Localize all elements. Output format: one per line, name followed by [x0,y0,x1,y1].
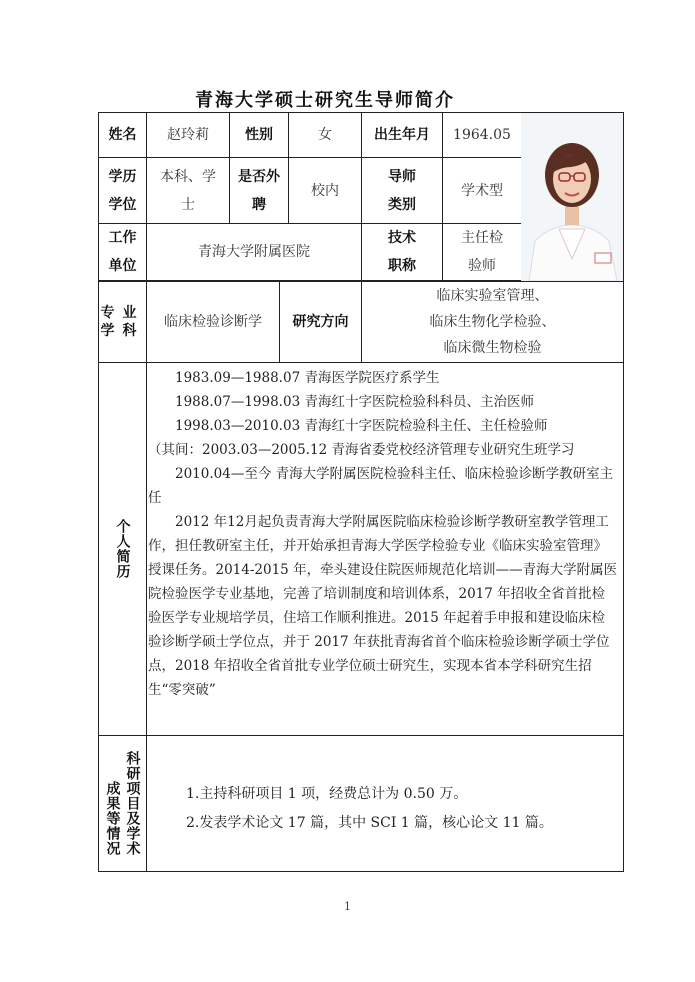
value-tech-title-text: 主任检验师 [461,230,503,274]
bio-label-cell [98,362,147,736]
bio-entry: 1998.03—2010.03 青海红十字医院检验科主任、主任检验师 [175,418,548,434]
label-specialty [98,281,147,363]
bio-content [148,366,618,702]
achievements-content [186,780,626,838]
label-work-unit-text: 工作单位 [108,230,137,274]
bio-entry: 1983.09—1988.07 青海医学院医疗系学生 [175,370,440,386]
value-gender: 女 [288,112,362,158]
research-item-2: 临床生物化学检验、 [429,314,556,330]
value-tech-title [442,223,522,281]
label-external [229,157,289,224]
achievements-label-col2: 成果等情况 [104,781,121,856]
page-title: 青海大学硕士研究生导师简介 [195,90,455,111]
label-work-unit [98,223,147,281]
portrait-photo [521,113,623,281]
achievement-item: 2.发表学术论文 17 篇，其中 SCI 1 篇，核心论文 11 篇。 [186,815,553,831]
value-research [361,281,624,363]
research-item-1: 临床实验室管理、 [436,288,549,304]
label-specialty-line1: 专业 [100,305,145,321]
bio-entry: 2012 年12月起负责青海大学附属医院临床检验诊断学教研室教学管理工作，担任教研室主任，并开始承担青海大学医学检验专业《临床实验室管理》授课任务。2014-2015 年，牵头建设住院医师规范化培训——青海大学附属医院检验医学专业基地，完善了培训制度和培训体系，2017 年招收全省首批检验医学专业规培学员，住培工作顺利推进。2015 年起着手申报和建设临床检验诊断学硕士学位点，并于 2017 年获批青海省首个临床检验诊断学硕士学位点，2018 年招收全省首批专业学位硕士研究生，实现本省本学科研究生招生“零突破” [148,514,618,698]
portrait-image [521,113,623,281]
label-supervisor-type-text: 导师类别 [388,168,416,213]
label-external-text: 是否外聘 [238,168,280,213]
achievements-label-col1: 科研项目及学术 [124,751,141,856]
value-degree [146,157,230,224]
value-external: 校内 [288,157,362,224]
bio-label: 个人简历 [114,519,131,579]
label-tech-title-text: 技术职称 [388,230,416,274]
label-supervisor-type [361,157,443,224]
research-item-3: 临床微生物检验 [443,340,542,356]
value-degree-text: 本科、学士 [160,168,216,213]
achievement-item: 1.主持科研项目 1 项，经费总计为 0.50 万。 [186,786,468,802]
value-specialty: 临床检验诊断学 [146,281,280,363]
value-birth: 1964.05 [442,112,522,158]
bio-entry: 1988.07—1998.03 青海红十字医院检验科科员、主治医师 [175,394,534,410]
value-work-unit: 青海大学附属医院 [146,223,362,281]
label-name: 姓名 [98,112,147,158]
label-tech-title [361,223,443,281]
bio-entry: （其间：2003.03—2005.12 青海省委党校经济管理专业研究生班学习 [148,442,575,458]
bio-entry: 2010.04—至今 青海大学附属医院检验科主任、临床检验诊断学教研室主任 [148,466,614,506]
label-gender: 性别 [229,112,289,158]
label-degree-text: 学历学位 [108,168,137,213]
value-supervisor-type: 学术型 [442,157,522,224]
label-birth: 出生年月 [361,112,443,158]
page-number: 1 [344,900,351,913]
label-research: 研究方向 [279,281,362,363]
value-name: 赵玲莉 [146,112,230,158]
label-specialty-line2: 学科 [100,323,145,339]
achievements-label-cell [98,735,147,872]
label-degree [98,157,147,224]
